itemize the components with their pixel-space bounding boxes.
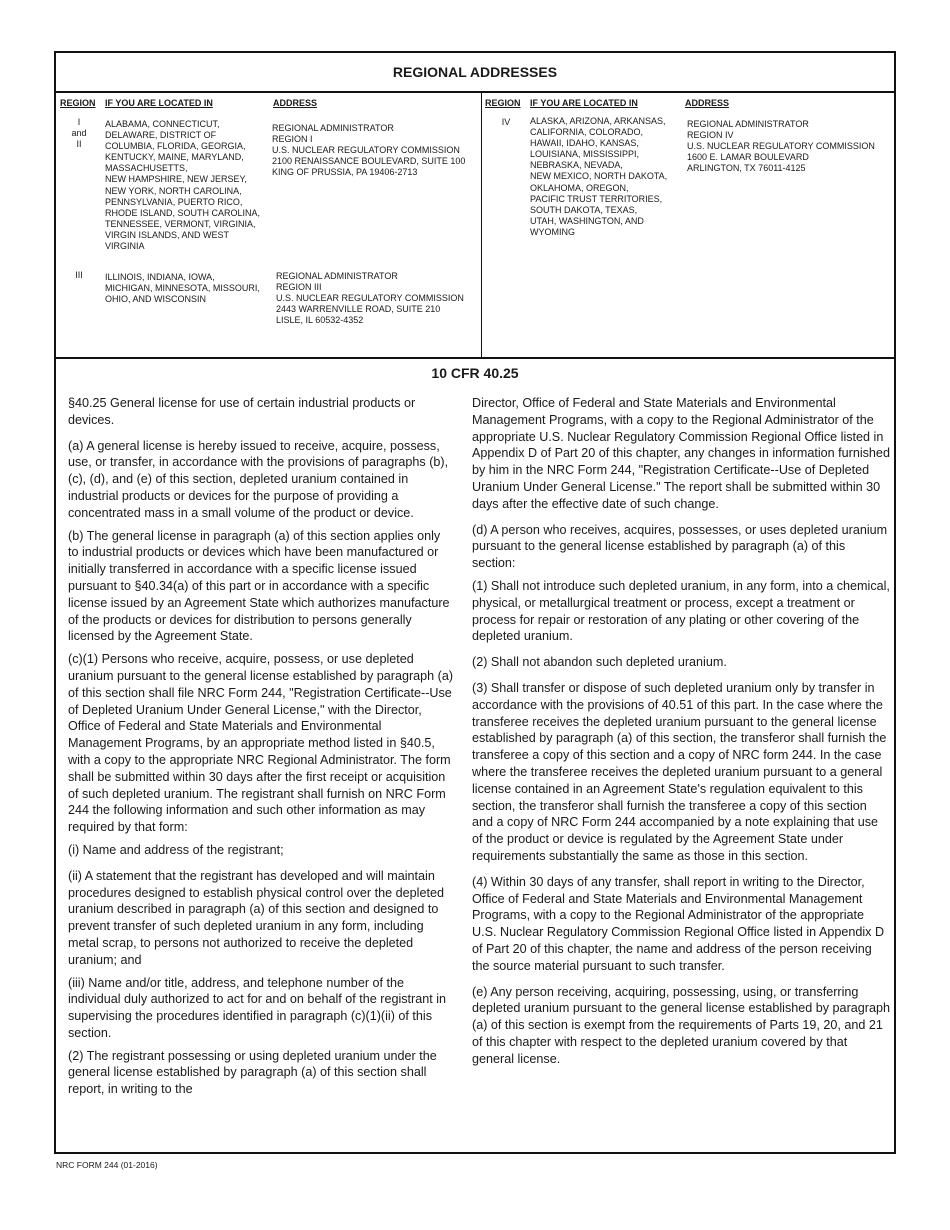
region-header-left: REGION	[60, 98, 96, 108]
located-header-right: IF YOU ARE LOCATED IN	[530, 98, 638, 108]
region-number: III	[75, 270, 83, 280]
cfr-left-column	[68, 395, 454, 1104]
column-divider	[481, 91, 482, 357]
located-header-left: IF YOU ARE LOCATED IN	[105, 98, 213, 108]
cfr-paragraph: (i) Name and address of the registrant;	[68, 842, 284, 857]
cfr-paragraph: (4) Within 30 days of any transfer, shall report in writing to the Director, Office of Federal and State Materials and Environmental Management Programs, with a copy to the Regional Administrator of the appropriate U.S. Nuclear Regulatory Commission Regional Office listed in Appendix D of Part 20 of this chapter, the name and address of the person receiving the source material pursuant to such transfer.	[472, 874, 885, 973]
region-states: ALABAMA, CONNECTICUT, DELAWARE, DISTRICT OF COLUMBIA, FLORIDA, GEORGIA, KENTUCKY, MAINE, MARYLAND, MASSACHUSETTS, NEW HAMPSHIRE, NEW JERSEY, NEW YORK, NORTH CAROLINA, PENNSYLVANIA, PUERTO RICO, RHODE ISLAND, SOUTH CAROLINA, TENNESSEE, VERMONT, VIRGINIA, VIRGIN ISLANDS, AND WEST VIRGINIA	[105, 119, 261, 252]
form-footer: NRC FORM 244 (01-2016)	[56, 1160, 158, 1170]
cfr-paragraph: (2) The registrant possessing or using depleted uranium under the general license established by paragraph (a) of this section shall report, in writing to the	[68, 1048, 437, 1097]
region-address: REGIONAL ADMINISTRATOR REGION I U.S. NUCLEAR REGULATORY COMMISSION 2100 RENAISSANCE BOULEVARD, SUITE 100 KING OF PRUSSIA, PA 19406-2713	[272, 123, 466, 178]
cfr-paragraph: (3) Shall transfer or dispose of such depleted uranium only by transfer in accordance with the provisions of 40.51 of this part. In the case where the transferee receives the depleted uranium pursuant to the general license established by paragraph (a) of this section, the transferor shall furnish the transferee a copy of this section and a copy of NRC form 244. In the case where the transferee receives the depleted uranium pursuant to a general license contained in an Agreement State's regulation equivalent to this section, the transferor shall furnish the transferee a copy of this section and a copy of NRC Form 244 accompanied by a note explaining that use of the product or device is regulated by the Agreement State under requirements substantially the same as those in this section.	[472, 680, 887, 863]
region-states: ALASKA, ARIZONA, ARKANSAS, CALIFORNIA, COLORADO, HAWAII, IDAHO, KANSAS, LOUISIANA, MISSISSIPPI, NEBRASKA, NEVADA, NEW MEXICO, NORTH DAKOTA, OKLAHOMA, OREGON, PACIFIC TRUST TERRITORIES, SOUTH DAKOTA, TEXAS, UTAH, WASHINGTON, AND WYOMING	[530, 116, 668, 237]
cfr-paragraph: (e) Any person receiving, acquiring, possessing, using, or transferring depleted uranium pursuant to the general license established by paragraph (a) of this section is exempt from the requirements of Parts 19, 20, and 21 of this chapter with respect to the depleted uranium covered by that general license.	[472, 984, 890, 1066]
address-header-left: ADDRESS	[273, 98, 318, 108]
region-header-right: REGION	[485, 98, 521, 108]
regional-addresses-title: REGIONAL ADDRESSES	[56, 53, 894, 93]
region-states: ILLINOIS, INDIANA, IOWA, MICHIGAN, MINNESOTA, MISSOURI, OHIO, AND WISCONSIN	[105, 272, 260, 305]
cfr-paragraph: (b) The general license in paragraph (a) of this section applies only to industrial products or devices which have been manufactured or initially transferred in accordance with a specific license issued pursuant to §40.34(a) of this part or in accordance with a specific license issued by an Agreement State which authorizes manufacture of the products or devices for distribution to persons generally licensed by the Agreement State.	[68, 528, 450, 644]
cfr-title: 10 CFR 40.25	[431, 365, 519, 381]
cfr-paragraph: §40.25 General license for use of certain industrial products or devices.	[68, 396, 416, 427]
cfr-paragraph: (ii) A statement that the registrant has developed and will maintain procedures designed to establish physical control over the depleted uranium described in paragraph (a) of this section and designed to prevent transfer of such depleted uranium in any form, including metal scrap, to persons not authorized to receive the depleted uranium; and	[68, 868, 444, 967]
cfr-paragraph: (1) Shall not introduce such depleted uranium, in any form, into a chemical, physical, or metallurgical treatment or process, except a treatment or process for repair or restoration of any plating or other covering of the depleted uranium.	[472, 578, 890, 644]
cfr-paragraph: (2) Shall not abandon such depleted uranium.	[472, 655, 727, 670]
cfr-paragraph: (c)(1) Persons who receive, acquire, possess, or use depleted uranium pursuant to the general license established by paragraph (a) of this section shall file NRC Form 244, "Registration Certificate--Use of Depleted Uranium Under General License," with the Director, Office of Federal and State Materials and Environmental Management Programs, by an appropriate method listed in §40.5, with a copy to the appropriate NRC Regional Administrator. The form shall be submitted within 30 days after the first receipt or acquisition of such depleted uranium. The registrant shall furnish on NRC Form 244 the following information and such other information as may required by that form:	[68, 652, 454, 835]
cfr-paragraph: (a) A general license is hereby issued to receive, acquire, possess, use, or transfer, in accordance with the provisions of paragraphs (b), (c), (d), and (e) of this section, depleted uranium contained in industrial products or devices for the purpose of providing a concentrated mass in a small volume of the product or device.	[68, 438, 449, 520]
region-address: REGIONAL ADMINISTRATOR REGION III U.S. NUCLEAR REGULATORY COMMISSION 2443 WARRENVILLE ROAD, SUITE 210 LISLE, IL 60532-4352	[276, 271, 464, 326]
cfr-paragraph: (iii) Name and/or title, address, and telephone number of the individual duly authorized to act for and on behalf of the registrant in supervising the procedures identified in paragraph (c)(1)(ii) of this section.	[68, 975, 447, 1040]
cfr-right-column	[472, 395, 890, 1073]
address-header-right: ADDRESS	[685, 98, 730, 108]
form-frame	[54, 51, 896, 1154]
cfr-paragraph: Director, Office of Federal and State Materials and Environmental Management Programs, with a copy to the Regional Administrator of the appropriate U.S. Nuclear Regulatory Commission Regional Office listed in Appendix D of Part 20 of this chapter, any changes in information furnished by him in the NRC Form 244, "Registration Certificate--Use of Depleted Uranium Under General License." The report shall be submitted within 30 days after the effective date of such change.	[472, 396, 890, 511]
section-divider	[56, 357, 894, 359]
region-address: REGIONAL ADMINISTRATOR REGION IV U.S. NUCLEAR REGULATORY COMMISSION 1600 E. LAMAR BOULEVARD ARLINGTON, TX 76011-4125	[687, 119, 875, 174]
region-number: I and II	[71, 117, 87, 150]
cfr-paragraph: (d) A person who receives, acquires, possesses, or uses depleted uranium pursuant to the general license established by paragraph (a) of this section:	[472, 522, 888, 571]
region-number: IV	[501, 117, 511, 127]
